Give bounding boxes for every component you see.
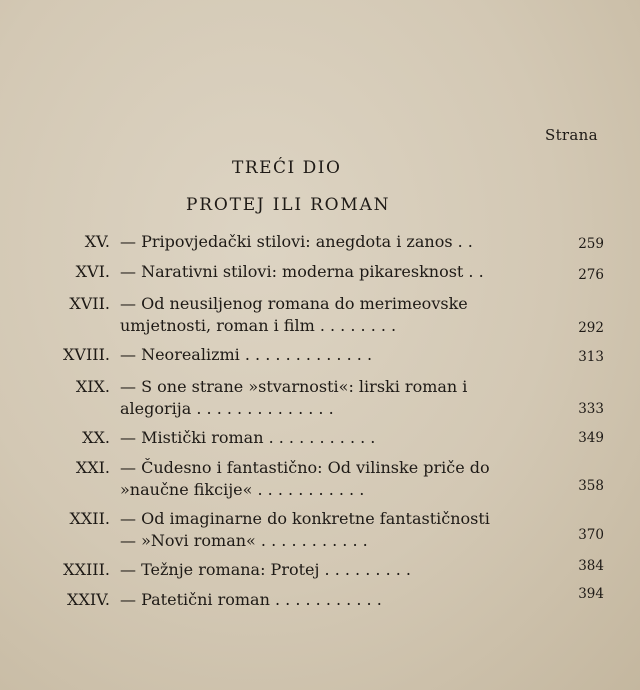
page-number: 333: [578, 401, 604, 417]
page-number: 259: [578, 236, 604, 252]
part-subtitle: PROTEJ ILI ROMAN: [186, 195, 391, 215]
chapter-title: — Neorealizmi . . . . . . . . . . . . .: [120, 345, 373, 364]
chapter-title: — Narativni stilovi: moderna pikaresknost . .: [120, 262, 484, 281]
page-number: 370: [578, 527, 604, 543]
chapter-title: — Patetični roman . . . . . . . . . . .: [120, 590, 382, 609]
chapter-title: — Od imaginarne do konkretne fantastičnosti: [120, 509, 490, 528]
chapter-title-continued: umjetnosti, roman i film . . . . . . . .: [120, 316, 397, 335]
chapter-number: XV.: [84, 232, 110, 251]
chapter-number: XVII.: [69, 294, 110, 313]
chapter-number: XXI.: [75, 458, 110, 477]
page-column-header: Strana: [545, 126, 598, 144]
page-number: 384: [578, 558, 604, 574]
chapter-title-continued: — »Novi roman« . . . . . . . . . . .: [120, 531, 368, 550]
chapter-title: — Težnje romana: Protej . . . . . . . . .: [120, 560, 411, 579]
chapter-number: XXIII.: [63, 560, 110, 579]
chapter-title: — S one strane »stvarnosti«: lirski roman i: [120, 377, 468, 396]
chapter-title: — Mistički roman . . . . . . . . . . .: [120, 428, 376, 447]
page-number: 394: [578, 586, 604, 602]
page-number: 313: [578, 349, 604, 365]
chapter-number: XVIII.: [63, 345, 110, 364]
page-number: 358: [578, 478, 604, 494]
page-number: 349: [578, 430, 604, 446]
chapter-title: — Od neusiljenog romana do merimeovske: [120, 294, 468, 313]
chapter-title: — Čudesno i fantastično: Od vilinske priče do: [120, 458, 490, 477]
chapter-title: — Pripovjedački stilovi: anegdota i zanos . .: [120, 232, 473, 251]
chapter-number: XXIV.: [67, 590, 110, 609]
page-number: 292: [578, 320, 604, 336]
chapter-title-continued: »naučne fikcije« . . . . . . . . . . .: [120, 480, 365, 499]
part-title: TREĆI DIO: [232, 158, 342, 178]
chapter-number: XVI.: [75, 262, 110, 281]
chapter-number: XX.: [82, 428, 110, 447]
page-number: 276: [578, 267, 604, 283]
chapter-number: XIX.: [75, 377, 110, 396]
chapter-number: XXII.: [69, 509, 110, 528]
chapter-title-continued: alegorija . . . . . . . . . . . . . .: [120, 399, 334, 418]
